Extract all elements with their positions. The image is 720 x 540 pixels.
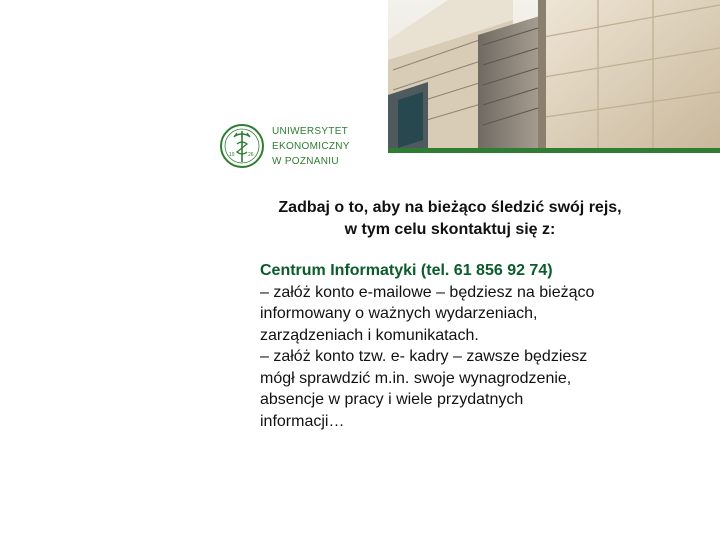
university-logo: [218, 120, 368, 172]
body-line-6: absencje w pracy i wiele przydatnych: [260, 391, 524, 408]
headline-line-1: Zadbaj o to, aby na bieżąco śledzić swój rejs,: [278, 199, 622, 216]
body-text: [260, 260, 700, 432]
university-seal-icon: [218, 122, 266, 170]
body-line-2: informowany o ważnych wydarzeniach,: [260, 305, 538, 322]
contact-title: Centrum Informatyki (tel. 61 856 92 74): [260, 262, 553, 279]
university-name: [272, 124, 372, 169]
university-name-line-1: UNIWERSYTET: [272, 126, 349, 137]
university-name-line-3: W POZNANIU: [272, 156, 339, 167]
body-line-1: – załóż konto e-mailowe – będziesz na bieżąco: [260, 283, 595, 301]
seal-year-right: 26: [248, 152, 254, 158]
university-name-line-2: EKONOMICZNY: [272, 141, 350, 152]
headline-line-2: w tym celu skontaktuj się z:: [344, 221, 556, 238]
headline: [240, 197, 660, 241]
body-line-7: informacji…: [260, 412, 345, 430]
body-line-3: zarządzeniach i komunikatach.: [260, 326, 479, 344]
header-accent-bar: [388, 148, 720, 153]
body-line-4: – załóż konto tzw. e- kadry – zawsze będziesz: [260, 348, 588, 365]
seal-year-left: 19: [229, 152, 235, 158]
header-building-photo: [388, 0, 720, 150]
body-line-5: mógł sprawdzić m.in. swoje wynagrodzenie,: [260, 369, 572, 387]
